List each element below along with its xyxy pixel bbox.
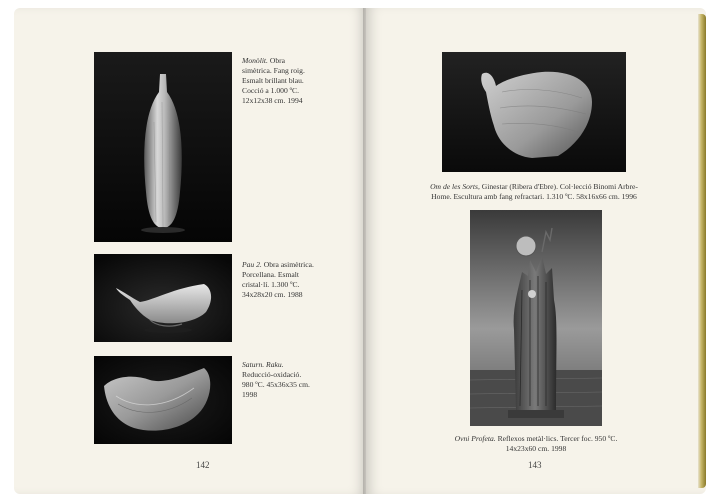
ovni-profeta-photo (470, 210, 602, 426)
caption-title: Pau 2. (242, 260, 262, 269)
caption-om-de-les-sorts: Om de les Sorts, Ginestar (Ribera d'Ebre). Col·lecció Binomi Arbre- Home. Escultura amb fang refractari. 1.310 ºC. 58x16x66 cm. 1996 (430, 182, 638, 201)
caption-title: Om de les Sorts, (430, 182, 480, 191)
vase-image (94, 52, 232, 242)
caption-pau2: Pau 2. Obra asimètrica. Porcellana. Esmalt cristal·lí. 1.300 ºC. 34x28x20 cm. 1988 (242, 260, 314, 299)
caption-title: Monòlit. (242, 56, 268, 65)
monolit-vase-photo (94, 52, 232, 242)
left-page (14, 8, 366, 494)
right-page (366, 8, 706, 494)
book-spread (14, 8, 714, 494)
saturn-raku-photo (94, 356, 232, 444)
pau2-photo (94, 254, 232, 342)
caption-title: Ovni Profeta. (454, 434, 496, 443)
sculpture-image (442, 52, 626, 172)
caption-ovni-profeta: Ovni Profeta. Reflexos metàl·lics. Tercer foc. 950 ºC. 14x23x60 cm. 1998 (454, 434, 618, 453)
page-number-left: 142 (196, 460, 210, 470)
om-de-les-sorts-photo (442, 52, 626, 172)
bird-sculpture-image (94, 254, 232, 342)
caption-title: Saturn. Raku. (242, 360, 284, 369)
caption-saturn: Saturn. Raku. Reducció-oxidació. 980 ºC. 45x36x35 cm. 1998 (242, 360, 352, 400)
caption-monolit: Monòlit. Obra simètrica. Fang roig. Esmalt brillant blau. Cocció a 1.000 ºC. 12x12x38 cm. 1994 (242, 56, 305, 105)
bowl-image (94, 356, 232, 444)
page-edge (698, 14, 706, 488)
totem-sculpture-image (470, 210, 602, 426)
page-number-right: 143 (528, 460, 542, 470)
